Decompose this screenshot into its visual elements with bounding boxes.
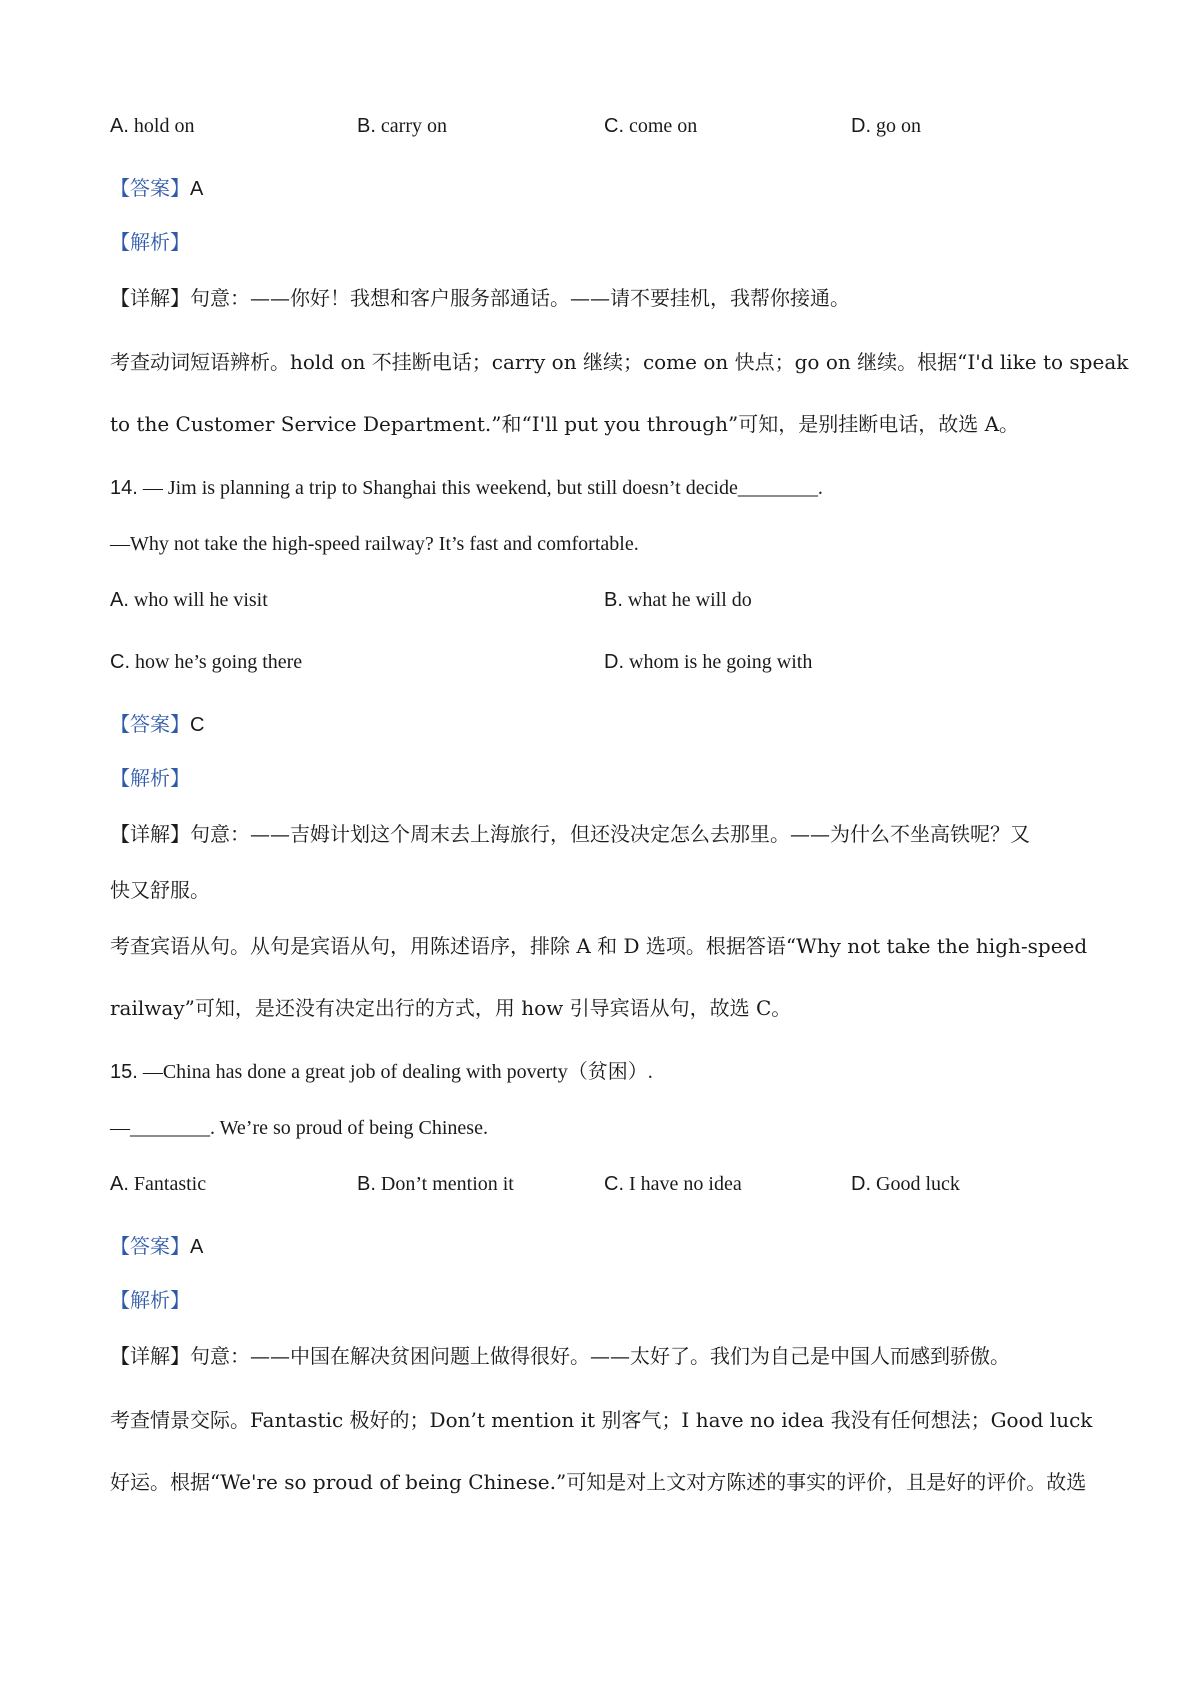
option-text: go on [876, 115, 921, 137]
detail-tag: 【详解】 [110, 822, 190, 846]
option-text: Good luck [876, 1173, 960, 1195]
question-number: 15. [110, 1061, 138, 1083]
option-text: whom is he going with [629, 651, 813, 673]
q15-option-a [110, 1170, 206, 1198]
option-text: what he will do [627, 589, 752, 611]
option-letter: B. [357, 115, 376, 137]
option-letter: C. [110, 651, 130, 673]
q13-explanation-line-1: 考查动词短语辨析。hold on 不挂断电话；carry on 继续；come on 快点；go on 继续。根据“I'd like to speak [110, 350, 1129, 374]
option-text: Fantastic [133, 1173, 207, 1195]
q15-analysis-tag: 【解析】 [110, 1288, 190, 1312]
q15-option-b [357, 1170, 514, 1198]
option-letter: A. [110, 1173, 129, 1195]
option-letter: D. [604, 651, 624, 673]
question-text: — Jim is planning a trip to Shanghai this weekend, but still doesn’t decide________. [142, 477, 823, 499]
option-text: who will he visit [133, 589, 268, 611]
q15-option-d [851, 1170, 960, 1198]
q15-explanation-line-1: 考查情景交际。Fantastic 极好的；Don’t mention it 别客气；I have no idea 我没有任何想法；Good luck [110, 1408, 1093, 1432]
q13-answer [110, 174, 1110, 203]
option-text: how he’s going there [135, 651, 303, 673]
detail-text: 句意：——你好！我想和客户服务部通话。——请不要挂机，我帮你接通。 [190, 286, 850, 310]
q14-detail-line-2: 快又舒服。 [110, 878, 210, 902]
detail-text: 句意：——吉姆计划这个周末去上海旅行，但还没决定怎么去那里。——为什么不坐高铁呢？又 [190, 822, 1030, 846]
option-text: Don’t mention it [380, 1173, 514, 1195]
q13-option-c [604, 112, 697, 140]
q15-stem [110, 1058, 1110, 1086]
detail-tag: 【详解】 [110, 286, 190, 310]
q15-answer [110, 1232, 1110, 1261]
option-letter: C. [604, 1173, 624, 1195]
option-letter: B. [604, 589, 623, 611]
answer-value: C [190, 714, 205, 736]
question-number: 14. [110, 477, 138, 499]
option-letter: D. [851, 115, 871, 137]
q14-explanation-line-1: 考查宾语从句。从句是宾语从句，用陈述语序，排除 A 和 D 选项。根据答语“Why not take the high-speed [110, 934, 1088, 958]
option-letter: B. [357, 1173, 376, 1195]
q13-detail [110, 284, 1110, 312]
q14-option-c [110, 648, 302, 676]
option-text: hold on [133, 115, 195, 137]
answer-tag: 【答案】 [110, 176, 190, 200]
option-letter: D. [851, 1173, 871, 1195]
answer-tag: 【答案】 [110, 712, 190, 736]
q14-answer [110, 710, 1110, 739]
answer-value: A [190, 178, 204, 200]
answer-tag: 【答案】 [110, 1234, 190, 1258]
q15-detail [110, 1342, 1110, 1370]
q14-reply: —Why not take the high-speed railway? It’s fast and comfortable. [110, 533, 639, 555]
option-letter: A. [110, 115, 129, 137]
q14-explanation-line-2: railway”可知，是还没有决定出行的方式，用 how 引导宾语从句，故选 C。 [110, 996, 792, 1020]
q13-option-d [851, 112, 921, 140]
detail-tag: 【详解】 [110, 1344, 190, 1368]
q13-analysis-tag: 【解析】 [110, 230, 190, 254]
q14-option-d [604, 648, 812, 676]
q14-option-a [110, 586, 268, 614]
question-text: —China has done a great job of dealing with poverty（贫困）. [142, 1061, 653, 1083]
detail-text: 句意：——中国在解决贫困问题上做得很好。——太好了。我们为自己是中国人而感到骄傲。 [190, 1344, 1010, 1368]
option-text: I have no idea [629, 1173, 742, 1195]
q13-option-a [110, 112, 194, 140]
q13-explanation-line-2: to the Customer Service Department.”和“I'll put you through”可知，是别挂断电话，故选 A。 [110, 412, 1020, 436]
q14-detail-line-1 [110, 820, 1110, 848]
q14-stem [110, 474, 1110, 502]
q15-option-c [604, 1170, 742, 1198]
option-letter: A. [110, 589, 129, 611]
option-text: come on [629, 115, 698, 137]
q14-analysis-tag: 【解析】 [110, 766, 190, 790]
q14-option-b [604, 586, 752, 614]
option-text: carry on [380, 115, 447, 137]
answer-value: A [190, 1236, 204, 1258]
option-letter: C. [604, 115, 624, 137]
q15-reply: —________. We’re so proud of being Chinese. [110, 1117, 488, 1139]
q15-explanation-line-2: 好运。根据“We're so proud of being Chinese.”可知是对上文对方陈述的事实的评价，且是好的评价。故选 [110, 1470, 1087, 1494]
q13-option-b [357, 112, 447, 140]
